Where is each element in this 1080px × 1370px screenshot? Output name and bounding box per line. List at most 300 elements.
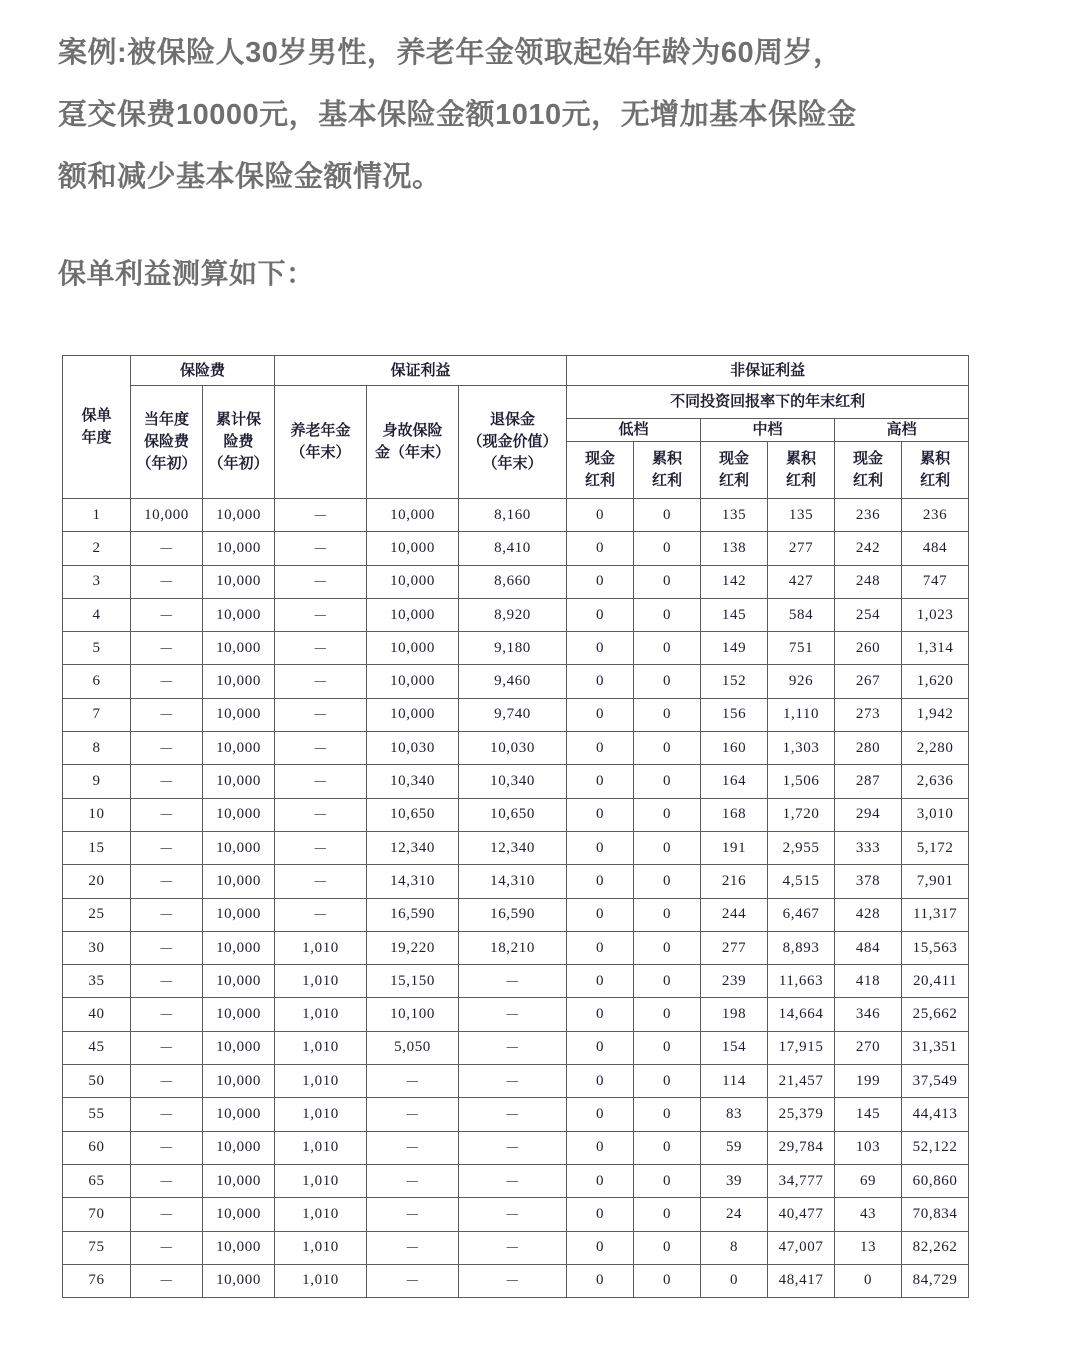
cell-surrender: －	[459, 1131, 567, 1164]
cell-current_premium: －	[131, 798, 203, 831]
cell-annuity: －	[275, 499, 367, 532]
cell-mid_cum: 926	[768, 665, 835, 698]
cell-mid_cash: 160	[701, 732, 768, 765]
cell-policy_year: 10	[63, 798, 131, 831]
cell-death_benefit: 15,150	[367, 965, 459, 998]
cell-policy_year: 70	[63, 1198, 131, 1231]
cell-high_cum: 5,172	[902, 831, 969, 864]
cell-mid_cash: 244	[701, 898, 768, 931]
header-current-premium-l2: 保险费	[143, 434, 189, 450]
table-row	[63, 1098, 969, 1131]
cell-surrender: 9,460	[459, 665, 567, 698]
cell-annuity: －	[275, 698, 367, 731]
cell-mid_cum: 1,720	[768, 798, 835, 831]
cell-mid_cum: 8,893	[768, 931, 835, 964]
cell-surrender: 12,340	[459, 831, 567, 864]
cell-mid_cash: 216	[701, 865, 768, 898]
table-row	[63, 765, 969, 798]
table-row	[63, 598, 969, 631]
header-high-cumulative-dividend	[902, 442, 969, 499]
cell-high_cash: 484	[835, 931, 902, 964]
cell-annuity: 1,010	[275, 1164, 367, 1197]
cell-high_cum: 747	[902, 565, 969, 598]
header-high-cumulative-dividend-l2: 红利	[920, 473, 951, 489]
cell-mid_cash: 164	[701, 765, 768, 798]
cell-mid_cash: 145	[701, 598, 768, 631]
cell-low_cum: 0	[634, 898, 701, 931]
cell-low_cum: 0	[634, 598, 701, 631]
cell-cumulative_premium: 10,000	[203, 732, 275, 765]
cell-death_benefit: －	[367, 1065, 459, 1098]
cell-annuity: －	[275, 598, 367, 631]
cell-low_cum: 0	[634, 632, 701, 665]
case-description-line-2: 趸交保费10000元，基本保险金额1010元，无增加基本保险金	[58, 99, 857, 131]
table-row	[63, 1198, 969, 1231]
header-cumulative-premium-l1: 累计保	[216, 412, 262, 428]
cell-high_cash: 248	[835, 565, 902, 598]
cell-high_cum: 84,729	[902, 1264, 969, 1297]
header-low-cumulative-dividend-l1: 累积	[652, 451, 683, 467]
cell-mid_cash: 114	[701, 1065, 768, 1098]
cell-mid_cum: 11,663	[768, 965, 835, 998]
cell-surrender: 14,310	[459, 865, 567, 898]
cell-cumulative_premium: 10,000	[203, 1131, 275, 1164]
cell-death_benefit: 12,340	[367, 831, 459, 864]
cell-cumulative_premium: 10,000	[203, 1098, 275, 1131]
cell-death_benefit: 19,220	[367, 931, 459, 964]
cell-low_cum: 0	[634, 931, 701, 964]
cell-low_cash: 0	[567, 565, 634, 598]
cell-high_cash: 13	[835, 1231, 902, 1264]
header-low-cash-dividend-l1: 现金	[585, 451, 616, 467]
cell-death_benefit: 10,000	[367, 565, 459, 598]
header-low-cumulative-dividend	[634, 442, 701, 499]
cell-current_premium: －	[131, 1131, 203, 1164]
cell-surrender: 10,650	[459, 798, 567, 831]
cell-high_cash: 280	[835, 732, 902, 765]
cell-high_cash: 270	[835, 1031, 902, 1064]
header-row-groups	[63, 356, 969, 386]
cell-low_cash: 0	[567, 998, 634, 1031]
cell-mid_cash: 239	[701, 965, 768, 998]
header-tier-mid: 中档	[701, 419, 835, 442]
cell-mid_cum: 1,506	[768, 765, 835, 798]
cell-current_premium: －	[131, 598, 203, 631]
cell-death_benefit: 10,000	[367, 598, 459, 631]
header-mid-cash-dividend-l1: 现金	[719, 451, 750, 467]
cell-mid_cum: 14,664	[768, 998, 835, 1031]
cell-annuity: －	[275, 865, 367, 898]
cell-surrender: －	[459, 965, 567, 998]
cell-high_cash: 287	[835, 765, 902, 798]
cell-high_cash: 267	[835, 665, 902, 698]
cell-low_cum: 0	[634, 499, 701, 532]
cell-low_cash: 0	[567, 1031, 634, 1064]
cell-cumulative_premium: 10,000	[203, 698, 275, 731]
cell-high_cash: 236	[835, 499, 902, 532]
cell-current_premium: －	[131, 898, 203, 931]
cell-mid_cum: 2,955	[768, 831, 835, 864]
header-group-premium: 保险费	[131, 356, 275, 386]
cell-death_benefit: －	[367, 1131, 459, 1164]
cell-mid_cash: 168	[701, 798, 768, 831]
cell-low_cash: 0	[567, 732, 634, 765]
cell-death_benefit: －	[367, 1198, 459, 1231]
cell-surrender: 16,590	[459, 898, 567, 931]
cell-high_cum: 25,662	[902, 998, 969, 1031]
cell-surrender: 10,340	[459, 765, 567, 798]
cell-death_benefit: 10,030	[367, 732, 459, 765]
cell-high_cash: 145	[835, 1098, 902, 1131]
cell-policy_year: 35	[63, 965, 131, 998]
cell-low_cum: 0	[634, 532, 701, 565]
cell-cumulative_premium: 10,000	[203, 499, 275, 532]
cell-annuity: 1,010	[275, 965, 367, 998]
cell-high_cash: 242	[835, 532, 902, 565]
cell-current_premium: －	[131, 1098, 203, 1131]
cell-low_cum: 0	[634, 798, 701, 831]
cell-low_cash: 0	[567, 1231, 634, 1264]
cell-high_cash: 69	[835, 1164, 902, 1197]
header-cumulative-premium	[203, 386, 275, 499]
cell-death_benefit: 14,310	[367, 865, 459, 898]
cell-high_cum: 11,317	[902, 898, 969, 931]
cell-cumulative_premium: 10,000	[203, 931, 275, 964]
cell-policy_year: 65	[63, 1164, 131, 1197]
header-current-premium-l3: （年初）	[136, 456, 197, 472]
cell-mid_cash: 24	[701, 1198, 768, 1231]
cell-annuity: －	[275, 831, 367, 864]
cell-high_cash: 43	[835, 1198, 902, 1231]
cell-low_cash: 0	[567, 765, 634, 798]
cell-annuity: 1,010	[275, 1264, 367, 1297]
cell-policy_year: 20	[63, 865, 131, 898]
cell-mid_cum: 48,417	[768, 1264, 835, 1297]
cell-mid_cash: 138	[701, 532, 768, 565]
cell-low_cum: 0	[634, 732, 701, 765]
header-mid-cumulative-dividend-l1: 累积	[786, 451, 817, 467]
cell-policy_year: 40	[63, 998, 131, 1031]
cell-policy_year: 6	[63, 665, 131, 698]
cell-high_cum: 1,620	[902, 665, 969, 698]
cell-low_cum: 0	[634, 1198, 701, 1231]
cell-current_premium: －	[131, 765, 203, 798]
cell-current_premium: －	[131, 865, 203, 898]
header-current-premium	[131, 386, 203, 499]
cell-mid_cum: 34,777	[768, 1164, 835, 1197]
cell-annuity: 1,010	[275, 1031, 367, 1064]
header-group-non-guaranteed: 非保证利益	[567, 356, 969, 386]
cell-policy_year: 7	[63, 698, 131, 731]
header-high-cash-dividend-l1: 现金	[853, 451, 884, 467]
cell-high_cash: 103	[835, 1131, 902, 1164]
cell-low_cash: 0	[567, 499, 634, 532]
cell-low_cash: 0	[567, 1198, 634, 1231]
cell-high_cum: 7,901	[902, 865, 969, 898]
cell-mid_cum: 6,467	[768, 898, 835, 931]
cell-death_benefit: 5,050	[367, 1031, 459, 1064]
cell-mid_cum: 47,007	[768, 1231, 835, 1264]
cell-low_cash: 0	[567, 1264, 634, 1297]
cell-mid_cash: 39	[701, 1164, 768, 1197]
cell-mid_cash: 8	[701, 1231, 768, 1264]
cell-surrender: －	[459, 1031, 567, 1064]
cell-high_cash: 0	[835, 1264, 902, 1297]
header-low-cash-dividend	[567, 442, 634, 499]
cell-high_cum: 52,122	[902, 1131, 969, 1164]
cell-low_cash: 0	[567, 1065, 634, 1098]
cell-low_cum: 0	[634, 1164, 701, 1197]
cell-cumulative_premium: 10,000	[203, 565, 275, 598]
case-description	[58, 22, 1018, 208]
cell-surrender: －	[459, 1098, 567, 1131]
cell-low_cum: 0	[634, 665, 701, 698]
cell-low_cum: 0	[634, 565, 701, 598]
cell-surrender: －	[459, 1164, 567, 1197]
cell-mid_cash: 156	[701, 698, 768, 731]
cell-mid_cum: 135	[768, 499, 835, 532]
header-row-subgroups	[63, 386, 969, 419]
cell-mid_cum: 584	[768, 598, 835, 631]
cell-high_cum: 44,413	[902, 1098, 969, 1131]
cell-cumulative_premium: 10,000	[203, 798, 275, 831]
cell-surrender: 8,660	[459, 565, 567, 598]
header-low-cash-dividend-l2: 红利	[585, 473, 616, 489]
cell-cumulative_premium: 10,000	[203, 632, 275, 665]
cell-high_cum: 236	[902, 499, 969, 532]
cell-surrender: 9,740	[459, 698, 567, 731]
header-policy-year	[63, 356, 131, 499]
table-row	[63, 1031, 969, 1064]
cell-death_benefit: 10,100	[367, 998, 459, 1031]
cell-policy_year: 75	[63, 1231, 131, 1264]
header-high-cash-dividend-l2: 红利	[853, 473, 884, 489]
cell-high_cum: 1,023	[902, 598, 969, 631]
cell-low_cash: 0	[567, 698, 634, 731]
cell-mid_cash: 135	[701, 499, 768, 532]
cell-current_premium: －	[131, 1031, 203, 1064]
cell-mid_cum: 21,457	[768, 1065, 835, 1098]
header-annuity	[275, 386, 367, 499]
cell-death_benefit: 10,000	[367, 532, 459, 565]
header-mid-cash-dividend-l2: 红利	[719, 473, 750, 489]
cell-policy_year: 15	[63, 831, 131, 864]
cell-high_cum: 1,942	[902, 698, 969, 731]
cell-death_benefit: 16,590	[367, 898, 459, 931]
cell-mid_cash: 0	[701, 1264, 768, 1297]
header-annuity-l1: 养老年金	[290, 423, 351, 439]
cell-death_benefit: 10,000	[367, 698, 459, 731]
header-cumulative-premium-l2: 险费	[223, 434, 254, 450]
cell-policy_year: 50	[63, 1065, 131, 1098]
cell-mid_cum: 751	[768, 632, 835, 665]
cell-surrender: 8,920	[459, 598, 567, 631]
cell-annuity: 1,010	[275, 1098, 367, 1131]
cell-annuity: 1,010	[275, 1198, 367, 1231]
cell-low_cash: 0	[567, 931, 634, 964]
cell-low_cash: 0	[567, 632, 634, 665]
header-tier-high: 高档	[835, 419, 969, 442]
cell-low_cum: 0	[634, 831, 701, 864]
cell-low_cash: 0	[567, 598, 634, 631]
cell-policy_year: 25	[63, 898, 131, 931]
cell-policy_year: 2	[63, 532, 131, 565]
table-row	[63, 532, 969, 565]
header-tier-low: 低档	[567, 419, 701, 442]
table-row	[63, 798, 969, 831]
cell-cumulative_premium: 10,000	[203, 831, 275, 864]
cell-death_benefit: 10,340	[367, 765, 459, 798]
cell-annuity: －	[275, 898, 367, 931]
cell-high_cum: 2,280	[902, 732, 969, 765]
cell-policy_year: 30	[63, 931, 131, 964]
table-row	[63, 632, 969, 665]
table-row	[63, 665, 969, 698]
cell-low_cum: 0	[634, 865, 701, 898]
cell-cumulative_premium: 10,000	[203, 1231, 275, 1264]
header-policy-year-l2: 年度	[81, 430, 112, 446]
cell-low_cash: 0	[567, 665, 634, 698]
benefits-table-container	[62, 355, 968, 1298]
header-cumulative-premium-l3: （年初）	[208, 456, 269, 472]
cell-cumulative_premium: 10,000	[203, 1164, 275, 1197]
cell-annuity: 1,010	[275, 1065, 367, 1098]
cell-annuity: 1,010	[275, 1131, 367, 1164]
table-body	[63, 499, 969, 1298]
cell-current_premium: －	[131, 732, 203, 765]
cell-high_cash: 418	[835, 965, 902, 998]
cell-high_cum: 70,834	[902, 1198, 969, 1231]
header-mid-cumulative-dividend-l2: 红利	[786, 473, 817, 489]
cell-mid_cum: 4,515	[768, 865, 835, 898]
cell-current_premium: －	[131, 1231, 203, 1264]
cell-mid_cash: 154	[701, 1031, 768, 1064]
header-mid-cumulative-dividend	[768, 442, 835, 499]
header-low-cumulative-dividend-l2: 红利	[652, 473, 683, 489]
table-row	[63, 898, 969, 931]
cell-surrender: －	[459, 998, 567, 1031]
cell-annuity: －	[275, 732, 367, 765]
cell-mid_cum: 40,477	[768, 1198, 835, 1231]
cell-cumulative_premium: 10,000	[203, 1264, 275, 1297]
cell-death_benefit: 10,000	[367, 499, 459, 532]
cell-low_cash: 0	[567, 831, 634, 864]
cell-cumulative_premium: 10,000	[203, 1031, 275, 1064]
cell-policy_year: 1	[63, 499, 131, 532]
cell-annuity: －	[275, 632, 367, 665]
cell-high_cash: 254	[835, 598, 902, 631]
cell-surrender: －	[459, 1264, 567, 1297]
cell-high_cash: 294	[835, 798, 902, 831]
header-surrender-value-l3: （年末）	[482, 456, 543, 472]
cell-low_cum: 0	[634, 1098, 701, 1131]
cell-low_cash: 0	[567, 865, 634, 898]
table-row	[63, 865, 969, 898]
cell-current_premium: －	[131, 665, 203, 698]
table-row	[63, 931, 969, 964]
cell-mid_cash: 191	[701, 831, 768, 864]
cell-annuity: －	[275, 798, 367, 831]
cell-death_benefit: 10,000	[367, 665, 459, 698]
cell-current_premium: －	[131, 565, 203, 598]
cell-policy_year: 60	[63, 1131, 131, 1164]
header-high-cash-dividend	[835, 442, 902, 499]
cell-death_benefit: －	[367, 1231, 459, 1264]
cell-mid_cum: 17,915	[768, 1031, 835, 1064]
cell-current_premium: －	[131, 532, 203, 565]
cell-high_cash: 260	[835, 632, 902, 665]
cell-death_benefit: 10,000	[367, 632, 459, 665]
cell-high_cash: 273	[835, 698, 902, 731]
cell-current_premium: －	[131, 698, 203, 731]
cell-low_cash: 0	[567, 798, 634, 831]
cell-surrender: －	[459, 1231, 567, 1264]
cell-high_cum: 60,860	[902, 1164, 969, 1197]
cell-annuity: －	[275, 565, 367, 598]
header-death-benefit	[367, 386, 459, 499]
cell-current_premium: －	[131, 965, 203, 998]
cell-death_benefit: 10,650	[367, 798, 459, 831]
header-dividend-note: 不同投资回报率下的年末红利	[567, 386, 969, 419]
cell-mid_cash: 59	[701, 1131, 768, 1164]
cell-surrender: －	[459, 1198, 567, 1231]
table-row	[63, 1131, 969, 1164]
cell-mid_cum: 1,303	[768, 732, 835, 765]
cell-mid_cash: 198	[701, 998, 768, 1031]
cell-annuity: 1,010	[275, 998, 367, 1031]
cell-high_cum: 20,411	[902, 965, 969, 998]
cell-cumulative_premium: 10,000	[203, 765, 275, 798]
cell-surrender: 8,410	[459, 532, 567, 565]
cell-mid_cum: 1,110	[768, 698, 835, 731]
table-row	[63, 965, 969, 998]
case-description-line-3: 额和减少基本保险金额情况。	[58, 161, 442, 193]
cell-low_cash: 0	[567, 1098, 634, 1131]
header-high-cumulative-dividend-l1: 累积	[920, 451, 951, 467]
header-policy-year-l1: 保单	[81, 408, 112, 424]
table-header	[63, 356, 969, 499]
cell-policy_year: 5	[63, 632, 131, 665]
table-row	[63, 565, 969, 598]
header-death-benefit-l1: 身故保险	[382, 423, 443, 439]
table-row	[63, 1065, 969, 1098]
cell-annuity: 1,010	[275, 931, 367, 964]
cell-surrender: 9,180	[459, 632, 567, 665]
cell-mid_cash: 277	[701, 931, 768, 964]
cell-annuity: －	[275, 532, 367, 565]
header-mid-cash-dividend	[701, 442, 768, 499]
cell-low_cum: 0	[634, 1065, 701, 1098]
cell-low_cum: 0	[634, 1264, 701, 1297]
cell-mid_cash: 83	[701, 1098, 768, 1131]
cell-low_cum: 0	[634, 965, 701, 998]
cell-mid_cum: 29,784	[768, 1131, 835, 1164]
cell-death_benefit: －	[367, 1264, 459, 1297]
cell-policy_year: 76	[63, 1264, 131, 1297]
cell-policy_year: 4	[63, 598, 131, 631]
table-row	[63, 1164, 969, 1197]
cell-high_cash: 199	[835, 1065, 902, 1098]
cell-cumulative_premium: 10,000	[203, 1198, 275, 1231]
cell-high_cash: 378	[835, 865, 902, 898]
cell-death_benefit: －	[367, 1098, 459, 1131]
header-group-guaranteed: 保证利益	[275, 356, 567, 386]
cell-low_cum: 0	[634, 698, 701, 731]
header-surrender-value-l2: （现金价值）	[467, 434, 558, 450]
table-row	[63, 998, 969, 1031]
cell-policy_year: 9	[63, 765, 131, 798]
cell-mid_cash: 149	[701, 632, 768, 665]
